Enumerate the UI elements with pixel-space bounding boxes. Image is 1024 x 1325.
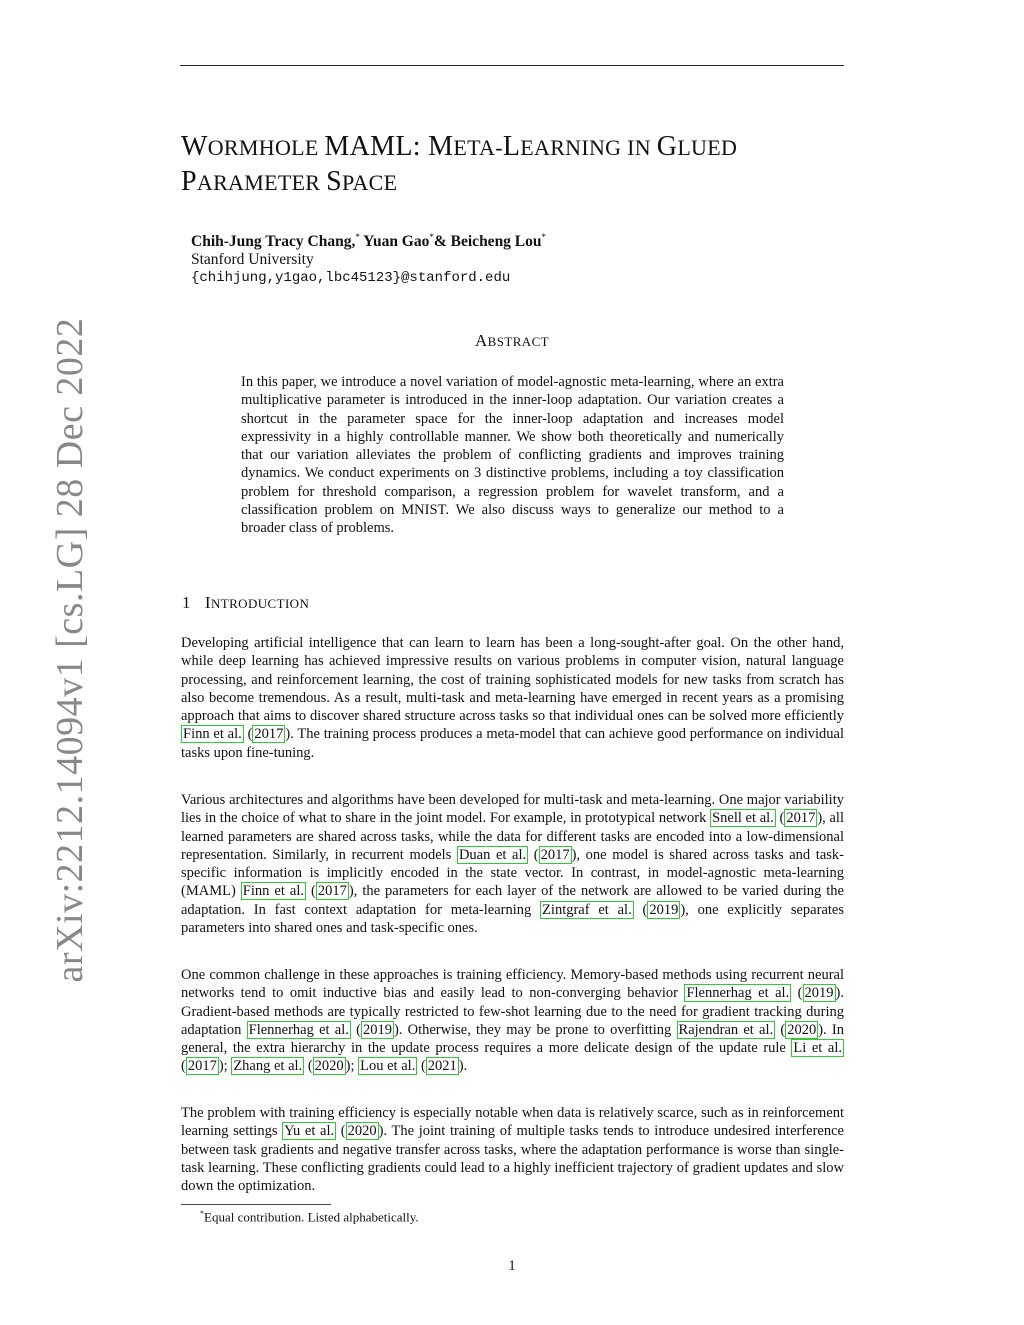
paragraph-text: ( — [181, 1058, 186, 1075]
paragraph-text: ( — [528, 846, 539, 863]
intro-paragraph-1 — [181, 634, 844, 762]
paragraph-text: ), the parameters for each layer of the network are allowed to be varied during the adaptation. In fast context adaptation for meta-learning — [181, 883, 844, 918]
abstract-heading-rest: BSTRACT — [487, 334, 549, 349]
title-letter: W — [181, 131, 208, 162]
author-block — [191, 228, 546, 287]
citation-link[interactable]: Flennerhag et al. — [248, 1021, 349, 1038]
abstract-heading — [0, 331, 1024, 351]
title-smallcaps: PACE — [341, 170, 398, 195]
title-letter: M — [428, 131, 454, 162]
author-1-mark: * — [355, 232, 360, 242]
paragraph-text: ( — [304, 1058, 313, 1075]
citation-link[interactable]: Rajendran et al. — [678, 1021, 774, 1038]
paragraph-text: ), one explicitly separates parameters into shared ones and task-specific ones. — [181, 901, 844, 937]
citation-link[interactable]: Lou et al. — [360, 1058, 416, 1075]
paragraph-text: ( — [305, 883, 316, 900]
citation-link[interactable]: 2017 — [187, 1058, 217, 1075]
citation-link[interactable]: Li et al. — [793, 1040, 842, 1057]
citation-link[interactable]: 2020 — [314, 1058, 344, 1075]
paragraph-text: ); — [218, 1058, 232, 1075]
citation-link[interactable]: Finn et al. — [242, 883, 304, 900]
intro-paragraph-3 — [181, 966, 844, 1076]
footnote-text: Equal contribution. Listed alphabetically. — [204, 1209, 419, 1225]
page-number: 1 — [508, 1258, 516, 1274]
paragraph-text: ). Gradient-based methods are typically restricted to few-shot learning due to the need for gradient tracking during adaptation — [181, 985, 844, 1038]
email-line: {chihjung,y1gao,lbc45123}@stanford.edu — [191, 270, 511, 287]
paragraph-text: ( — [417, 1058, 426, 1075]
paragraph-text: ). Otherwise, they may be prone to overfitting — [393, 1021, 677, 1038]
title-letter: G — [656, 131, 678, 162]
section-number: 1 — [182, 593, 191, 612]
citation-link[interactable]: 2019 — [362, 1021, 392, 1038]
paragraph-text: ( — [243, 726, 253, 743]
title-line-2 — [181, 165, 845, 200]
intro-paragraph-4 — [181, 1104, 844, 1195]
citation-link[interactable]: Yu et al. — [284, 1123, 335, 1140]
author-1: Chih-Jung Tracy Chang, — [191, 233, 356, 251]
author-3-mark: * — [541, 232, 547, 242]
citation-link[interactable]: 2019 — [649, 901, 679, 918]
paragraph-text: ( — [791, 985, 803, 1002]
citation-link[interactable]: 2017 — [317, 883, 347, 900]
footnote-mark: * — [200, 1209, 204, 1218]
section-title-initial: I — [204, 593, 211, 612]
citation-link[interactable]: Finn et al. — [183, 726, 242, 743]
paragraph-text: Various architectures and algorithms have been developed for multi-task and meta-learning. One major variability lies in the choice of what to share in the joint model. For example, in prototypical network — [181, 792, 844, 827]
title-smallcaps: LUED — [677, 135, 738, 160]
affiliation: Stanford University — [191, 251, 314, 269]
paragraph-text: Developing artificial intelligence that can learn to learn has been a long-sought-after goal. On the other hand, while deep learning has achieved impressive results on various problems in computer vision, natural language processing, and reinforcement learning, the cost of training sophisticated models for new tasks from scratch has also become tremendous. As a result, multi-task and meta-learning have emerged in recent years as a promising approach that aims to discover shared structure across tasks so that individual ones can be solved more efficiently — [181, 635, 844, 725]
paragraph-text: The problem with training efficiency is especially notable when data is relatively scarce, such as in reinforcement learning settings — [181, 1105, 844, 1140]
footnote — [200, 1209, 419, 1225]
paragraph-text: ), one model is shared across tasks and task-specific information is implicitly encoded in the state vector. In contrast, in model-agnostic meta-learning (MAML) — [181, 846, 844, 900]
citation-link[interactable]: Zhang et al. — [233, 1058, 303, 1075]
intro-paragraph-2 — [181, 791, 844, 937]
paragraph-text: ). The joint training of multiple tasks tends to introduce undesired interference between task gradients and negative transfer across tasks, where the adaptation performance is worse than single-task learning. These conflicting gradients could lead to a highly inefficient trajectory of gradient updates and slow down the optimization. — [181, 1123, 844, 1195]
citation-link[interactable]: 2020 — [347, 1123, 377, 1140]
citation-link[interactable]: 2019 — [804, 985, 834, 1002]
title-letter: P — [181, 166, 197, 197]
citation-link[interactable]: 2017 — [254, 726, 284, 743]
paragraph-text: ( — [350, 1021, 361, 1038]
author-3: & Beicheng Lou — [433, 233, 542, 251]
paragraph-text: ), all learned parameters are shared across tasks, while the data for different tasks are encoded into a low-dimensional representation. Similarly, in recurrent models — [181, 810, 844, 863]
header-rule — [180, 65, 844, 66]
citation-link[interactable]: Snell et al. — [712, 810, 774, 827]
title-letter: L — [502, 131, 521, 162]
abstract-text: In this paper, we introduce a novel variation of model-agnostic meta-learning, where an extra multiplicative parameter is introduced in the inner-loop adaptation. Our variation creates a shortcut in the parameter space for the inner-loop adaptation and increases model expressivity in a highly controllable manner. We show both theoretically and numerically that our variation alleviates the problem of conflicting gradients and improves training dynamics. We conduct experiments on 3 distinctive problems, including a toy classification problem for threshold comparison, a regression problem for wavelet transform, and a classification problem on MNIST. We also discuss ways to generalize our method to a broader class of problems. — [241, 374, 784, 537]
paragraph-text: ( — [775, 810, 785, 827]
author-2: Yuan Gao — [359, 233, 430, 251]
paragraph-text: ( — [633, 901, 648, 918]
citation-link[interactable]: 2021 — [427, 1058, 457, 1075]
citation-link[interactable]: 2020 — [787, 1021, 817, 1038]
title-smallcaps: ETA- — [453, 135, 503, 160]
paragraph-text: ). The training process produces a meta-model that can achieve good performance on individual tasks upon fine-tuning. — [181, 726, 844, 761]
section-heading-introduction — [182, 593, 309, 613]
paragraph-text: ). In general, the extra hierarchy in the update process requires a more delicate design of the update rule — [181, 1021, 844, 1057]
citation-link[interactable]: Zintgraf et al. — [542, 901, 632, 918]
title-letter: MAML: — [324, 131, 429, 162]
abstract-heading-initial: A — [474, 331, 488, 350]
section-title-rest: NTRODUCTION — [210, 596, 310, 611]
paragraph-text: ). — [458, 1058, 468, 1075]
author-2-mark: * — [429, 232, 434, 242]
title-smallcaps: ARAMETER — [196, 170, 327, 195]
title-smallcaps: ORMHOLE — [207, 135, 325, 160]
citation-link[interactable]: 2017 — [540, 846, 570, 863]
paragraph-text: One common challenge in these approaches is training efficiency. Memory-based methods using recurrent neural networks tend to omit inductive bias and easily lead to non-converging behavior — [181, 967, 844, 1002]
footnote-rule — [181, 1204, 331, 1205]
author-names — [191, 228, 546, 251]
citation-link[interactable]: Flennerhag et al. — [686, 985, 790, 1002]
citation-link[interactable]: Duan et al. — [458, 846, 527, 863]
paragraph-text: ); — [345, 1058, 359, 1075]
paragraph-text: ( — [336, 1123, 346, 1140]
paper-title — [181, 130, 845, 200]
arxiv-id: arXiv:2212.14094v1 [cs.LG] 28 Dec 2022 — [49, 317, 91, 983]
title-line-1 — [181, 130, 845, 165]
title-letter: S — [326, 166, 342, 197]
citation-link[interactable]: 2017 — [786, 810, 816, 827]
paragraph-text: ( — [775, 1021, 786, 1038]
title-smallcaps: EARNING IN — [520, 135, 657, 160]
